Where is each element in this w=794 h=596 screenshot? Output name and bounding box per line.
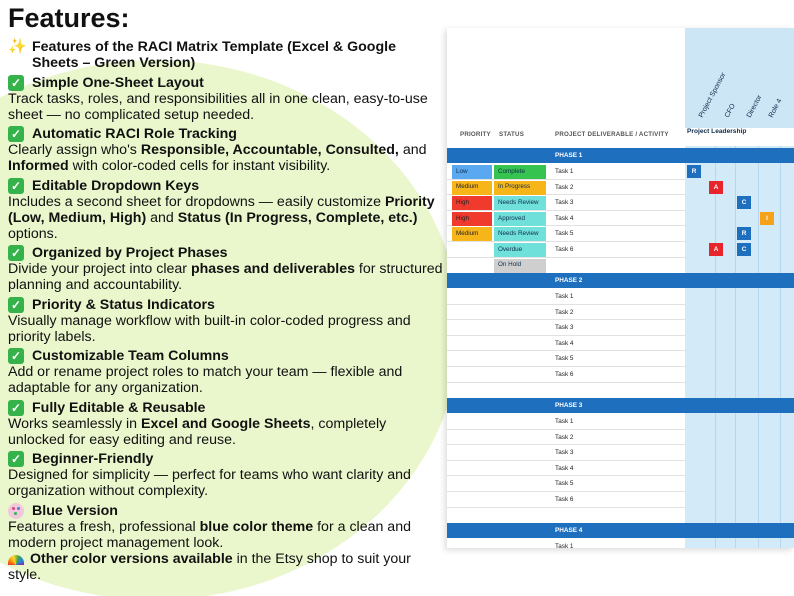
- role-header: CFO: [723, 102, 737, 119]
- priority-cell: Medium: [452, 181, 492, 195]
- task-label: Task 3: [555, 199, 574, 207]
- check-icon: ✓: [8, 451, 24, 467]
- phase-bar: [447, 398, 794, 413]
- feature-item: [8, 503, 444, 551]
- check-icon: ✓: [8, 400, 24, 416]
- check-icon: ✓: [8, 245, 24, 261]
- grid-divider: [758, 146, 759, 548]
- task-label: Task 2: [555, 308, 574, 316]
- rainbow-icon: [8, 555, 24, 565]
- feature-item: [8, 245, 444, 293]
- feature-description: Divide your project into clear phases and deliverables for structured planning and accountability.: [8, 261, 443, 293]
- phase-label: PHASE 4: [555, 527, 583, 534]
- phase-label: PHASE 1: [555, 152, 583, 159]
- status-column-header: STATUS: [499, 131, 525, 138]
- feature-item: [8, 297, 444, 345]
- raci-cell: C: [737, 196, 751, 209]
- check-icon: ✓: [8, 126, 24, 142]
- row-line: [447, 491, 685, 492]
- status-cell: Needs Review: [494, 227, 546, 241]
- feature-heading: Fully Editable & Reusable: [32, 400, 206, 416]
- task-label: Task 3: [555, 324, 574, 332]
- feature-item: [8, 348, 444, 396]
- task-label: Task 6: [555, 496, 574, 503]
- footer-text: Other color versions available in the Etsy shop to suit your style.: [8, 551, 411, 583]
- feature-item: [8, 400, 444, 448]
- status-cell: Overdue: [494, 243, 546, 257]
- phase-label: PHASE 3: [555, 402, 583, 409]
- row-line: [447, 460, 685, 461]
- row-line: [447, 257, 685, 258]
- deliverable-column-header: PROJECT DELIVERABLE / ACTIVITY: [555, 131, 669, 138]
- palette-icon: [8, 503, 24, 519]
- raci-sheet-preview: [447, 28, 794, 548]
- priority-cell: Medium: [452, 227, 492, 241]
- raci-cell: A: [709, 181, 723, 194]
- feature-heading: Priority & Status Indicators: [32, 297, 215, 313]
- feature-description: Add or rename project roles to match your team — flexible and adaptable for any organization.: [8, 364, 403, 396]
- status-cell: In Progress: [494, 181, 546, 195]
- priority-cell: High: [452, 196, 492, 210]
- task-label: Task 5: [555, 480, 574, 488]
- row-line: [447, 335, 685, 336]
- feature-description: Features a fresh, professional blue color theme for a clean and modern project management look.: [8, 519, 411, 551]
- task-label: Task 6: [555, 371, 574, 378]
- status-cell: On Hold: [494, 259, 546, 273]
- check-icon: ✓: [8, 178, 24, 194]
- task-label: Task 6: [555, 246, 574, 253]
- task-label: Task 1: [555, 293, 574, 300]
- feature-heading: Automatic RACI Role Tracking: [32, 126, 237, 142]
- task-label: Task 5: [555, 230, 574, 238]
- raci-cell: C: [737, 243, 751, 256]
- feature-heading: Blue Version: [32, 503, 118, 519]
- row-line: [447, 507, 685, 508]
- phase-bar: [447, 148, 794, 163]
- grid-divider: [780, 146, 781, 548]
- phase-bar: [447, 523, 794, 538]
- feature-description: Includes a second sheet for dropdowns — easily customize Priority (Low, Medium, High) and Status (In Progress, Complete, etc.) options.: [8, 194, 435, 242]
- task-label: Task 4: [555, 214, 574, 222]
- feature-item: [8, 178, 444, 242]
- feature-heading: Beginner-Friendly: [32, 451, 154, 467]
- raci-cell: A: [709, 243, 723, 256]
- status-cell: Complete: [494, 165, 546, 179]
- row-line: [447, 429, 685, 430]
- task-label: Task 1: [555, 418, 574, 425]
- task-label: Task 5: [555, 355, 574, 363]
- task-label: Task 4: [555, 339, 574, 347]
- row-line: [447, 350, 685, 351]
- grid-divider: [735, 146, 736, 548]
- intro-block: [8, 39, 444, 71]
- feature-heading: Organized by Project Phases: [32, 245, 228, 261]
- check-icon: ✓: [8, 348, 24, 364]
- feature-description: Designed for simplicity — perfect for teams who want clarity and organization without complexity.: [8, 467, 411, 499]
- role-header: Director: [745, 94, 764, 119]
- task-label: Task 2: [555, 183, 574, 191]
- task-label: Task 2: [555, 433, 574, 441]
- row-line: [447, 475, 685, 476]
- feature-description: Works seamlessly in Excel and Google Sheets, completely unlocked for easy editing and reuse.: [8, 416, 387, 448]
- feature-item: [8, 451, 444, 499]
- priority-cell: Low: [452, 165, 492, 179]
- sparkles-icon: ✨: [8, 38, 27, 55]
- feature-heading: Simple One-Sheet Layout: [32, 75, 204, 91]
- feature-item: [8, 126, 444, 174]
- task-label: Task 1: [555, 168, 574, 175]
- row-line: [447, 444, 685, 445]
- priority-column-header: PRIORITY: [460, 131, 491, 138]
- page-title: Features:: [8, 3, 130, 33]
- feature-heading: Editable Dropdown Keys: [32, 178, 200, 194]
- phase-bar: [447, 273, 794, 288]
- task-label: Task 1: [555, 543, 574, 548]
- check-icon: ✓: [8, 75, 24, 91]
- feature-description: Visually manage workflow with built-in color-coded progress and priority labels.: [8, 313, 411, 345]
- row-line: [447, 304, 685, 305]
- raci-cell: R: [737, 227, 751, 240]
- feature-description: Track tasks, roles, and responsibilities all in one clean, easy-to-use sheet — no complicated setup needed.: [8, 91, 428, 123]
- task-label: Task 3: [555, 449, 574, 457]
- row-line: [447, 382, 685, 383]
- priority-cell: High: [452, 212, 492, 226]
- feature-heading: Customizable Team Columns: [32, 348, 229, 364]
- group-label: Project Leadership: [687, 128, 747, 135]
- grid-divider: [715, 146, 716, 548]
- raci-cell: I: [760, 212, 774, 225]
- feature-item: [8, 75, 444, 123]
- status-cell: Needs Review: [494, 196, 546, 210]
- feature-description: Clearly assign who's Responsible, Accountable, Consulted, and Informed with color-coded cells for instant visibility.: [8, 142, 427, 174]
- status-cell: Approved: [494, 212, 546, 226]
- intro-heading: Features of the RACI Matrix Template (Excel & Google Sheets – Green Version): [32, 39, 396, 71]
- raci-cell: R: [687, 165, 701, 178]
- role-header: Role 4: [767, 97, 784, 119]
- phase-label: PHASE 2: [555, 277, 583, 284]
- row-line: [447, 366, 685, 367]
- check-icon: ✓: [8, 297, 24, 313]
- role-header: Project Sponsor: [697, 71, 728, 119]
- row-line: [447, 319, 685, 320]
- footer-block: [8, 551, 444, 583]
- task-label: Task 4: [555, 464, 574, 472]
